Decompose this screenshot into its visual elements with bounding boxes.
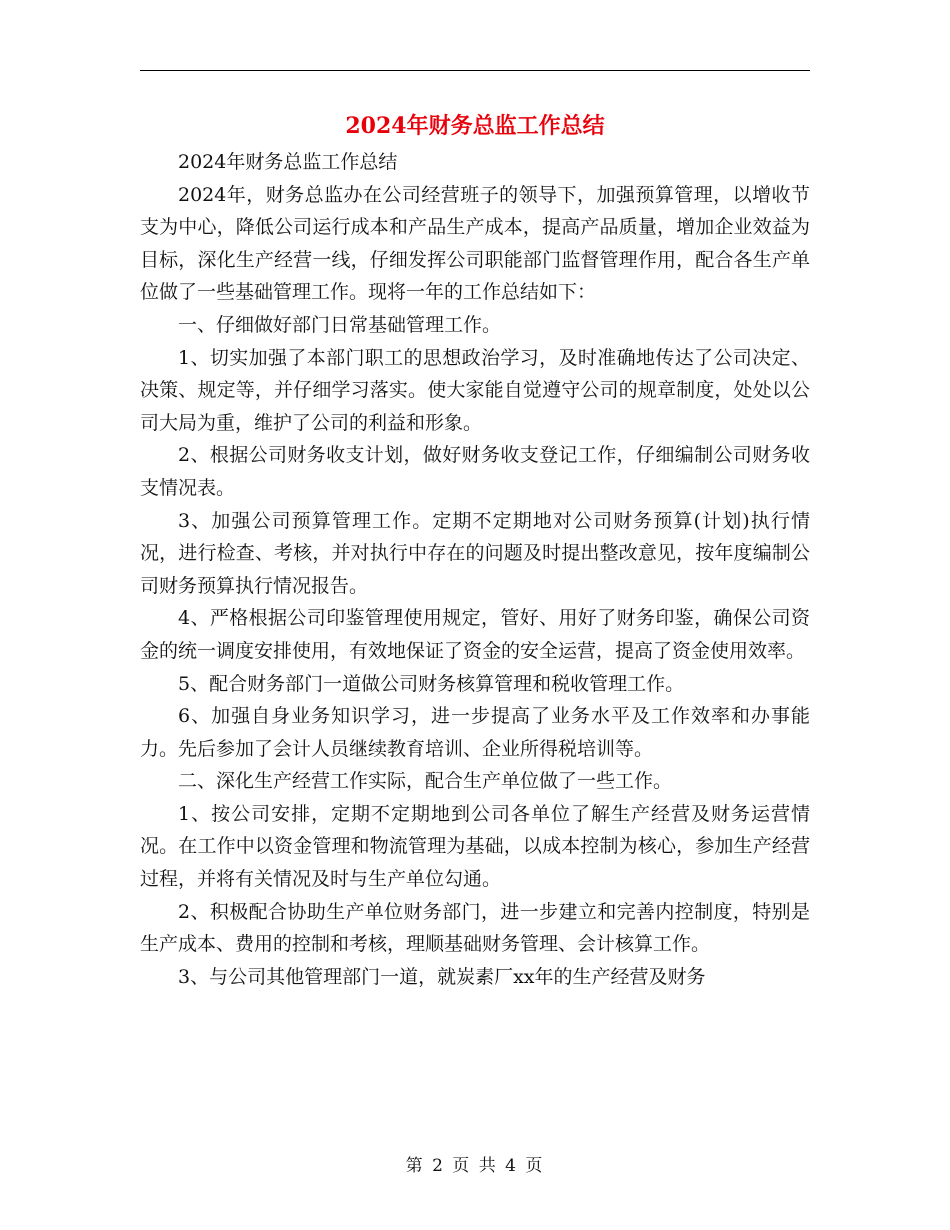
body-paragraph: 2024年，财务总监办在公司经营班子的领导下，加强预算管理，以增收节支为中心，降低公司运行成本和产品生产成本，提高产品质量，增加企业效益为目标，深化生产经营一线，仔细发挥公司职能部门监督管理作用，配合各生产单位做了一些基础管理工作。现将一年的工作总结如下： bbox=[140, 183, 810, 304]
body-paragraph: 1、按公司安排，定期不定期地到公司各单位了解生产经营及财务运营情况。在工作中以资金管理和物流管理为基础，以成本控制为核心，参加生产经营过程，并将有关情况及时与生产单位勾通。 bbox=[140, 802, 810, 891]
header-rule bbox=[140, 70, 810, 71]
body-paragraph: 2、积极配合协助生产单位财务部门，进一步建立和完善内控制度，特别是生产成本、费用的控制和考核，理顺基础财务管理、会计核算工作。 bbox=[140, 900, 810, 956]
body-paragraph: 一、仔细做好部门日常基础管理工作。 bbox=[178, 313, 502, 336]
body-paragraph: 二、深化生产经营工作实际，配合生产单位做了一些工作。 bbox=[178, 770, 673, 793]
body-paragraph: 4、严格根据公司印鉴管理使用规定，管好、用好了财务印鉴，确保公司资金的统一调度安排使用，有效地保证了资金的安全运营，提高了资金使用效率。 bbox=[140, 607, 810, 662]
body-paragraph: 6、加强自身业务知识学习，进一步提高了业务水平及工作效率和办事能力。先后参加了会计人员继续教育培训、企业所得税培训等。 bbox=[140, 705, 810, 760]
document-body bbox=[140, 146, 810, 993]
page-number-footer: 第 2 页 共 4 页 bbox=[405, 1156, 545, 1176]
body-paragraph: 5、配合财务部门一道做公司财务核算管理和税收管理工作。 bbox=[178, 672, 685, 695]
body-paragraph: 3、与公司其他管理部门一道，就炭素厂xx年的生产经营及财务 bbox=[178, 965, 706, 988]
body-paragraph: 2024年财务总监工作总结 bbox=[178, 151, 398, 173]
body-paragraph: 1、切实加强了本部门职工的思想政治学习，及时准确地传达了公司决定、决策、规定等，并仔细学习落实。使大家能自觉遵守公司的规章制度，处处以公司大局为重，维护了公司的利益和形象。 bbox=[140, 346, 810, 434]
document-title: 2024年财务总监工作总结 bbox=[345, 113, 605, 139]
body-paragraph: 2、根据公司财务收支计划，做好财务收支登记工作，仔细编制公司财务收支情况表。 bbox=[140, 444, 810, 499]
body-paragraph: 3、加强公司预算管理工作。定期不定期地对公司财务预算(计划)执行情况，进行检查、考核，并对执行中存在的问题及时提出整改意见，按年度编制公司财务预算执行情况报告。 bbox=[140, 509, 810, 597]
